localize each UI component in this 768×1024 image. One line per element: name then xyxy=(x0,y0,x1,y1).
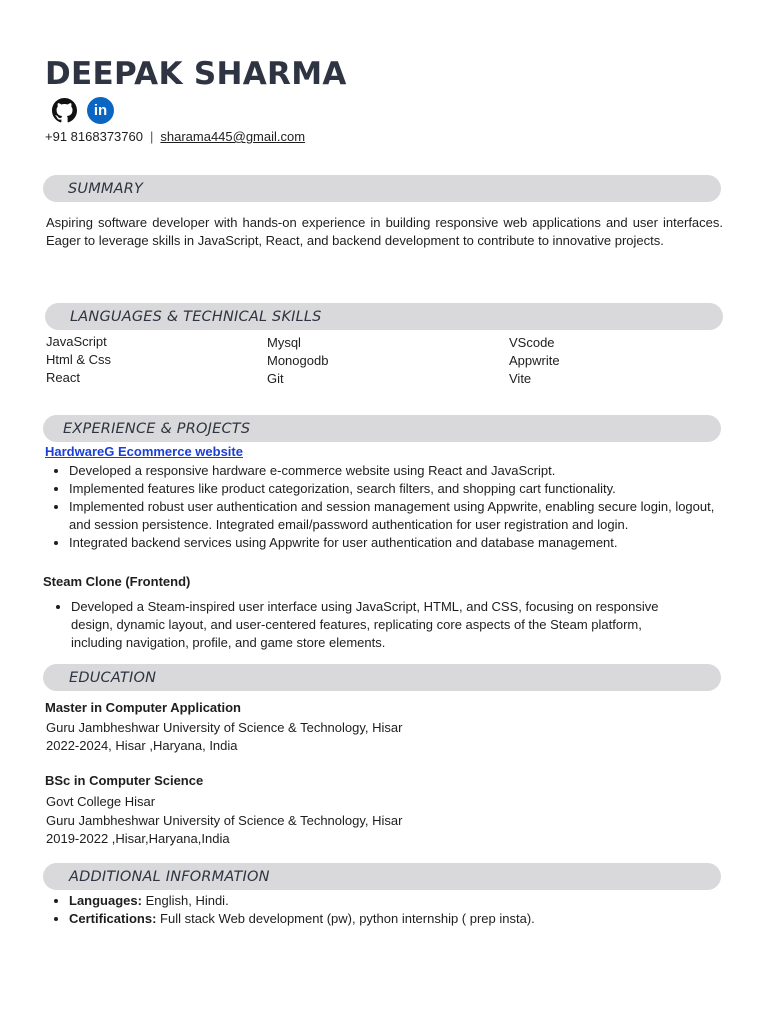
github-icon[interactable] xyxy=(52,98,77,123)
project-bullet: • Integrated backend services using Appwrite for user authentication and database management. xyxy=(69,534,729,552)
section-bar-additional xyxy=(43,863,721,890)
skill-item: React xyxy=(46,370,80,385)
project-bullet: • Implemented robust user authentication and session management using Appwrite, enabling secure login, logout, and session persistence. Integrated email/password authentication for user registration and login. xyxy=(69,498,729,534)
project-title-link[interactable]: HardwareG Ecommerce website xyxy=(45,444,243,459)
contact-line xyxy=(45,129,305,144)
project-title: Steam Clone (Frontend) xyxy=(43,574,191,589)
skill-item: Html & Css xyxy=(46,352,111,367)
additional-info-value: English, Hindi. xyxy=(141,893,229,908)
additional-info-label: Languages: xyxy=(69,893,142,908)
skill-item: Mysql xyxy=(267,335,301,350)
education-line: 2022-2024, Hisar ,Haryana, India xyxy=(46,738,238,753)
project-bullets xyxy=(45,462,729,552)
phone-number: +91 8168373760 xyxy=(45,129,143,144)
section-heading-additional: ADDITIONAL INFORMATION xyxy=(69,868,270,885)
section-heading-skills: LANGUAGES & TECHNICAL SKILLS xyxy=(70,308,322,325)
skill-item: VScode xyxy=(509,335,555,350)
additional-info-item xyxy=(69,892,729,910)
section-bar-education xyxy=(43,664,721,691)
additional-info-list xyxy=(45,892,729,928)
education-line: Govt College Hisar xyxy=(46,794,156,809)
education-details xyxy=(46,793,402,849)
additional-info-item xyxy=(69,910,729,928)
section-bar-skills xyxy=(45,303,723,330)
project-bullets xyxy=(47,598,671,652)
summary-text: Aspiring software developer with hands-on experience in building responsive web applications and user interfaces. Eager to leverage skills in JavaScript, React, and backend development to contribute to innovative projects. xyxy=(46,215,723,248)
skills-column xyxy=(509,334,560,388)
education-details xyxy=(46,719,402,755)
candidate-name: DEEPAK SHARMA xyxy=(45,56,347,92)
project-bullet: • Developed a responsive hardware e-commerce website using React and JavaScript. xyxy=(69,462,729,480)
education-line: 2019-2022 ,Hisar,Haryana,India xyxy=(46,831,230,846)
education-line: Guru Jambheshwar University of Science & Technology, Hisar xyxy=(46,720,403,735)
skills-grid xyxy=(46,333,716,389)
section-bar-experience xyxy=(43,415,721,442)
linkedin-icon[interactable]: in xyxy=(87,97,114,124)
contact-separator: | xyxy=(149,129,154,144)
skill-item: Appwrite xyxy=(509,353,560,368)
email-link[interactable]: sharama445@gmail.com xyxy=(160,129,306,144)
skills-column xyxy=(46,333,111,387)
additional-info-value: Full stack Web development (pw), python internship ( prep insta). xyxy=(156,911,535,926)
project-bullet: • Developed a Steam-inspired user interface using JavaScript, HTML, and CSS, focusing on responsive design, dynamic layout, and user-centered features, replicating core aspects of the Steam platform, including navigation, profile, and game store elements. xyxy=(71,598,671,652)
skill-item: JavaScript xyxy=(46,334,107,349)
section-heading-summary: SUMMARY xyxy=(68,180,144,197)
additional-info-label: Certifications: xyxy=(69,911,157,926)
education-degree: Master in Computer Application xyxy=(45,700,241,715)
project-bullet: • Implemented features like product categorization, search filters, and shopping cart functionality. xyxy=(69,480,729,498)
section-heading-experience: EXPERIENCE & PROJECTS xyxy=(63,420,251,437)
education-degree: BSc in Computer Science xyxy=(45,773,204,788)
section-bar-summary xyxy=(43,175,721,202)
skills-column xyxy=(267,334,328,388)
skill-item: Git xyxy=(267,371,284,386)
skill-item: Vite xyxy=(509,371,532,386)
social-icons xyxy=(52,97,114,124)
skill-item: Monogodb xyxy=(267,353,329,368)
education-line: Guru Jambheshwar University of Science & Technology, Hisar xyxy=(46,812,403,828)
section-heading-education: EDUCATION xyxy=(69,669,157,686)
